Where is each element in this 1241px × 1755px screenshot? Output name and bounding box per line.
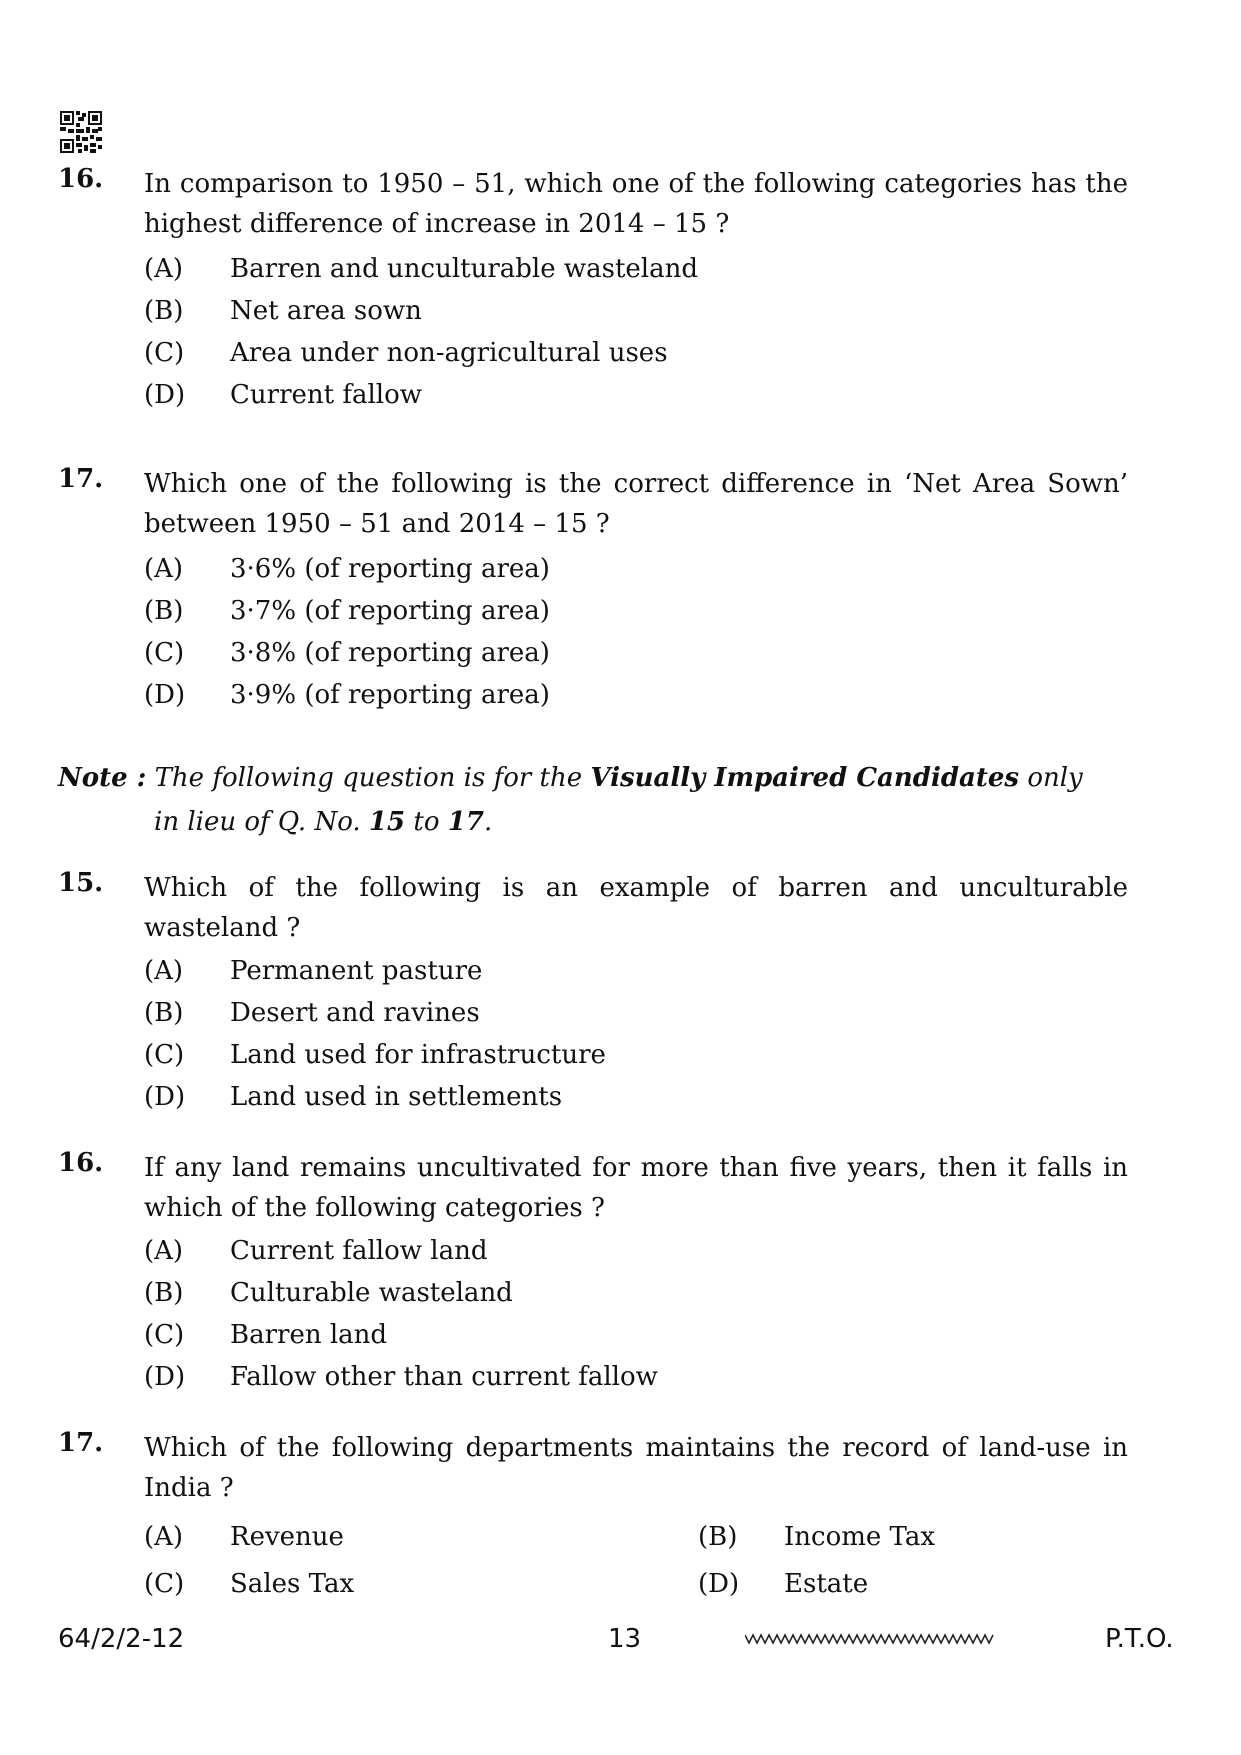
option-c[interactable]: (C) 3·8% (of reporting area) <box>144 638 550 668</box>
option-grid: (A) Revenue (B) Income Tax (C) Sales Tax (D) Estate <box>144 1522 936 1599</box>
option-c[interactable]: (C) Area under non-agricultural uses <box>144 338 668 368</box>
page-number: 13 <box>608 1624 642 1654</box>
qr-code-icon <box>60 111 102 153</box>
question-number: 17. <box>58 1428 104 1458</box>
option-a[interactable]: (A) Barren and unculturable wasteland <box>144 254 698 284</box>
question-17a <box>58 464 1128 716</box>
option-b[interactable]: (B) Culturable wasteland <box>144 1278 513 1308</box>
note-label: Note : <box>58 763 147 793</box>
question-number: 17. <box>58 464 104 494</box>
question-16-vi <box>58 1148 1128 1398</box>
question-stem: If any land remains uncultivated for more than five years, then it falls in which of the following categories ? <box>144 1153 1128 1223</box>
option-c[interactable]: (C) Land used for infrastructure <box>144 1040 606 1070</box>
option-c[interactable]: (C) Barren land <box>144 1320 388 1350</box>
option-d[interactable]: (D) Land used in settlements <box>144 1082 563 1112</box>
note-emphasis: Visually Impaired Candidates <box>590 763 1020 793</box>
option-b[interactable]: (B) Desert and ravines <box>144 998 480 1028</box>
option-a[interactable]: (A) 3·6% (of reporting area) <box>144 554 550 584</box>
option-d[interactable]: (D) Fallow other than current fallow <box>144 1362 658 1392</box>
question-15-vi <box>58 868 1128 1118</box>
question-number: 16. <box>58 164 104 194</box>
option-a[interactable]: (A) Current fallow land <box>144 1236 488 1266</box>
option-b[interactable]: (B) 3·7% (of reporting area) <box>144 596 550 626</box>
question-stem: Which of the following is an example of barren and unculturable wasteland ? <box>144 873 1128 943</box>
question-stem: In comparison to 1950 – 51, which one of the following categories has the highest difference of increase in 2014 – 15 ? <box>144 169 1128 239</box>
question-17-vi <box>58 1428 1128 1608</box>
paper-code: 64/2/2-12 <box>58 1624 185 1654</box>
question-stem: Which one of the following is the correct difference in ‘Net Area Sown’ between 1950 – 51 and 2014 – 15 ? <box>144 469 1128 539</box>
question-16a <box>58 164 1128 416</box>
question-number: 15. <box>58 868 104 898</box>
option-d[interactable]: (D) Current fallow <box>144 380 423 410</box>
question-stem: Which of the following departments maintains the record of land-use in India ? <box>144 1433 1128 1503</box>
wavy-line-icon <box>745 1628 997 1650</box>
pto-label: P.T.O. <box>1105 1624 1174 1654</box>
visually-impaired-note: Note : The following question is for the Visually Impaired Candidates only in lieu of Q. No. 15 to 17. <box>58 763 1083 837</box>
page-footer <box>0 1624 1241 1664</box>
question-number: 16. <box>58 1148 104 1178</box>
option-b[interactable]: (B) Net area sown <box>144 296 422 326</box>
option-a[interactable]: (A) Permanent pasture <box>144 956 483 986</box>
option-d[interactable]: (D) 3·9% (of reporting area) <box>144 680 550 710</box>
